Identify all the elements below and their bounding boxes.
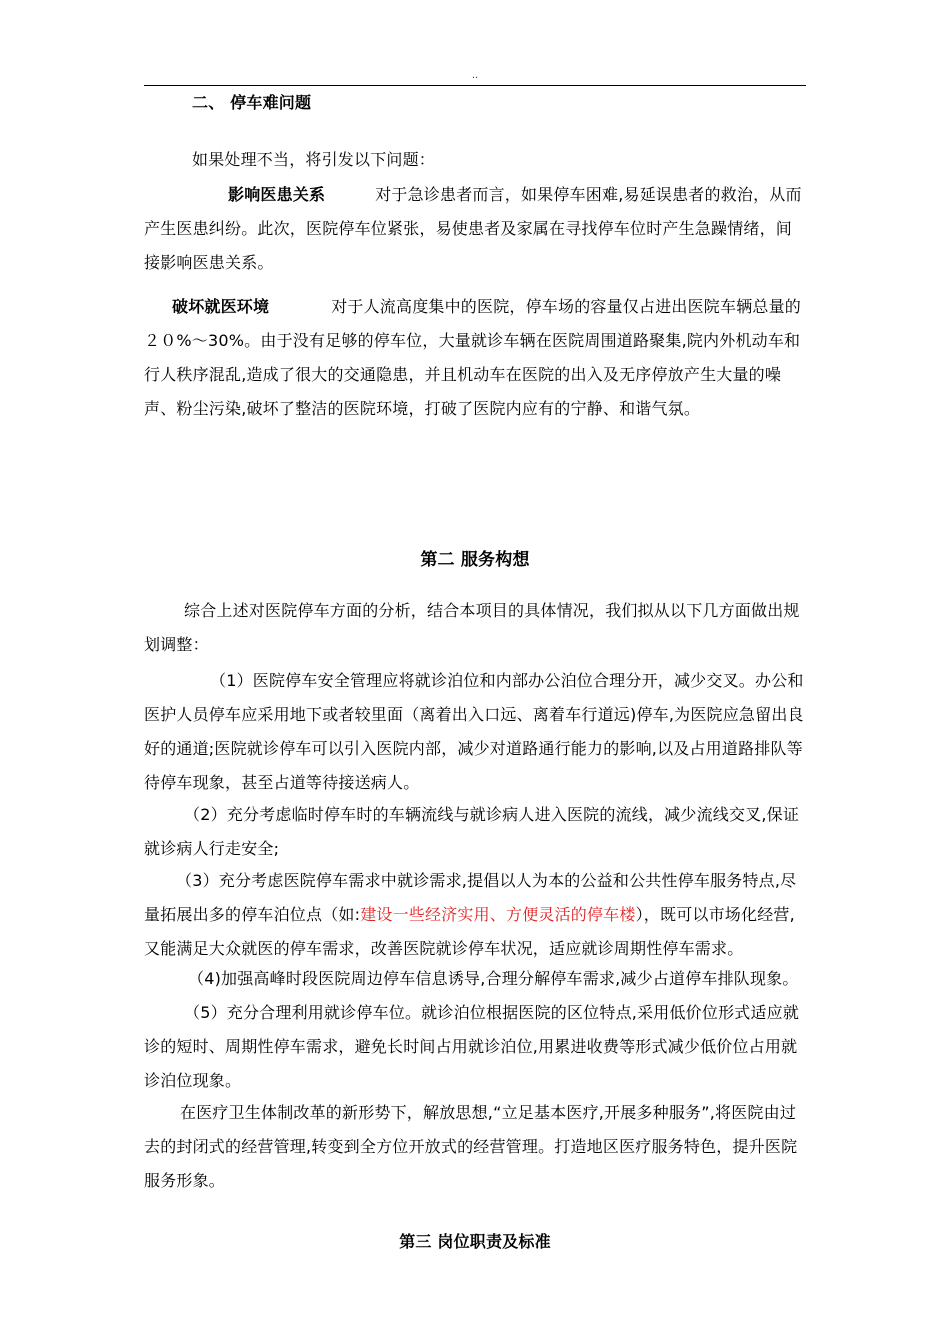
item-title-doctor-patient: 影响医患关系 bbox=[228, 185, 326, 204]
section-heading-duties: 第三 岗位职责及标准 bbox=[399, 1232, 551, 1251]
paragraph-section2-intro: 综合上述对医院停车方面的分析，结合本项目的具体情况，我们拟从以下几方面做出规划调整： bbox=[144, 601, 800, 654]
item-3-highlight: 建设一些经济实用、方便灵活的停车楼 bbox=[360, 905, 636, 924]
header-mark: .. bbox=[471, 70, 479, 81]
paragraph-item-5: （5）充分合理利用就诊停车位。就诊泊位根据医院的区位特点,采用低价位形式适应就诊的短时、周期性停车需求，避免长时间占用就诊泊位,用累进收费等形式减少低价位占用就诊泊位现象。 bbox=[144, 1003, 800, 1090]
item-text-environment: 对于人流高度集中的医院，停车场的容量仅占进出医院车辆总量的２０%～30%。由于没有足够的停车位，大量就诊车辆在医院周围道路聚集,院内外机动车和行人秩序混乱,造成了很大的交通隐患，并且机动车在医院的出入及无序停放产生大量的噪声、粉尘污染,破坏了整洁的医院环境，打破了医院内应有的宁静、和谐气氛。 bbox=[144, 297, 802, 418]
paragraph-item-4: （4)加强高峰时段医院周边停车信息诱导,合理分解停车需求,减少占道停车排队现象。 bbox=[188, 969, 799, 988]
item-title-environment: 破坏就医环境 bbox=[172, 297, 270, 316]
section-heading-service-concept: 第二 服务构想 bbox=[420, 550, 530, 570]
paragraph-item-1: （1）医院停车安全管理应将就诊泊位和内部办公泊位合理分开，减少交叉。办公和医护人员停车应采用地下或者较里面（离着出入口远、离着车行道远)停车,为医院应急留出良好的通道;医院就诊停车可以引入医院内部，减少对道路通行能力的影响,以及占用道路排队等待停车现象，甚至占道等待接送病人。 bbox=[144, 671, 804, 792]
paragraph-item-3 bbox=[144, 864, 806, 966]
item-3-text-before: （3）充分考虑医院停车需求中就诊需求,提倡以人为本的公益和公共性停车服务特点,尽量拓展出多的停车泊位点（如: bbox=[144, 871, 797, 924]
paragraph-item-2: （2）充分考虑临时停车时的车辆流线与就诊病人进入医院的流线，减少流线交叉,保证就诊病人行走安全; bbox=[144, 805, 800, 858]
paragraph-doctor-patient bbox=[144, 178, 806, 280]
paragraph-intro: 如果处理不当，将引发以下问题： bbox=[192, 150, 436, 169]
paragraph-environment bbox=[144, 290, 806, 426]
paragraph-reform: 在医疗卫生体制改革的新形势下，解放思想,“立足基本医疗,开展多种服务”,将医院由过去的封闭式的经营管理,转变到全方位开放式的经营管理。打造地区医疗服务特色，提升医院服务形象。 bbox=[144, 1103, 798, 1190]
item-text-doctor-patient: 对于急诊患者而言，如果停车困难,易延误患者的救治，从而产生医患纠纷。此次，医院停车位紧张，易使患者及家属在寻找停车位时产生急躁情绪，间接影响医患关系。 bbox=[144, 185, 802, 272]
item-3-text-after: ），既可以市场化经营,又能满足大众就医的停车需求，改善医院就诊停车状况，适应就诊周期性停车需求。 bbox=[144, 905, 795, 958]
section-heading-parking-problem: 二、 停车难问题 bbox=[192, 93, 312, 112]
